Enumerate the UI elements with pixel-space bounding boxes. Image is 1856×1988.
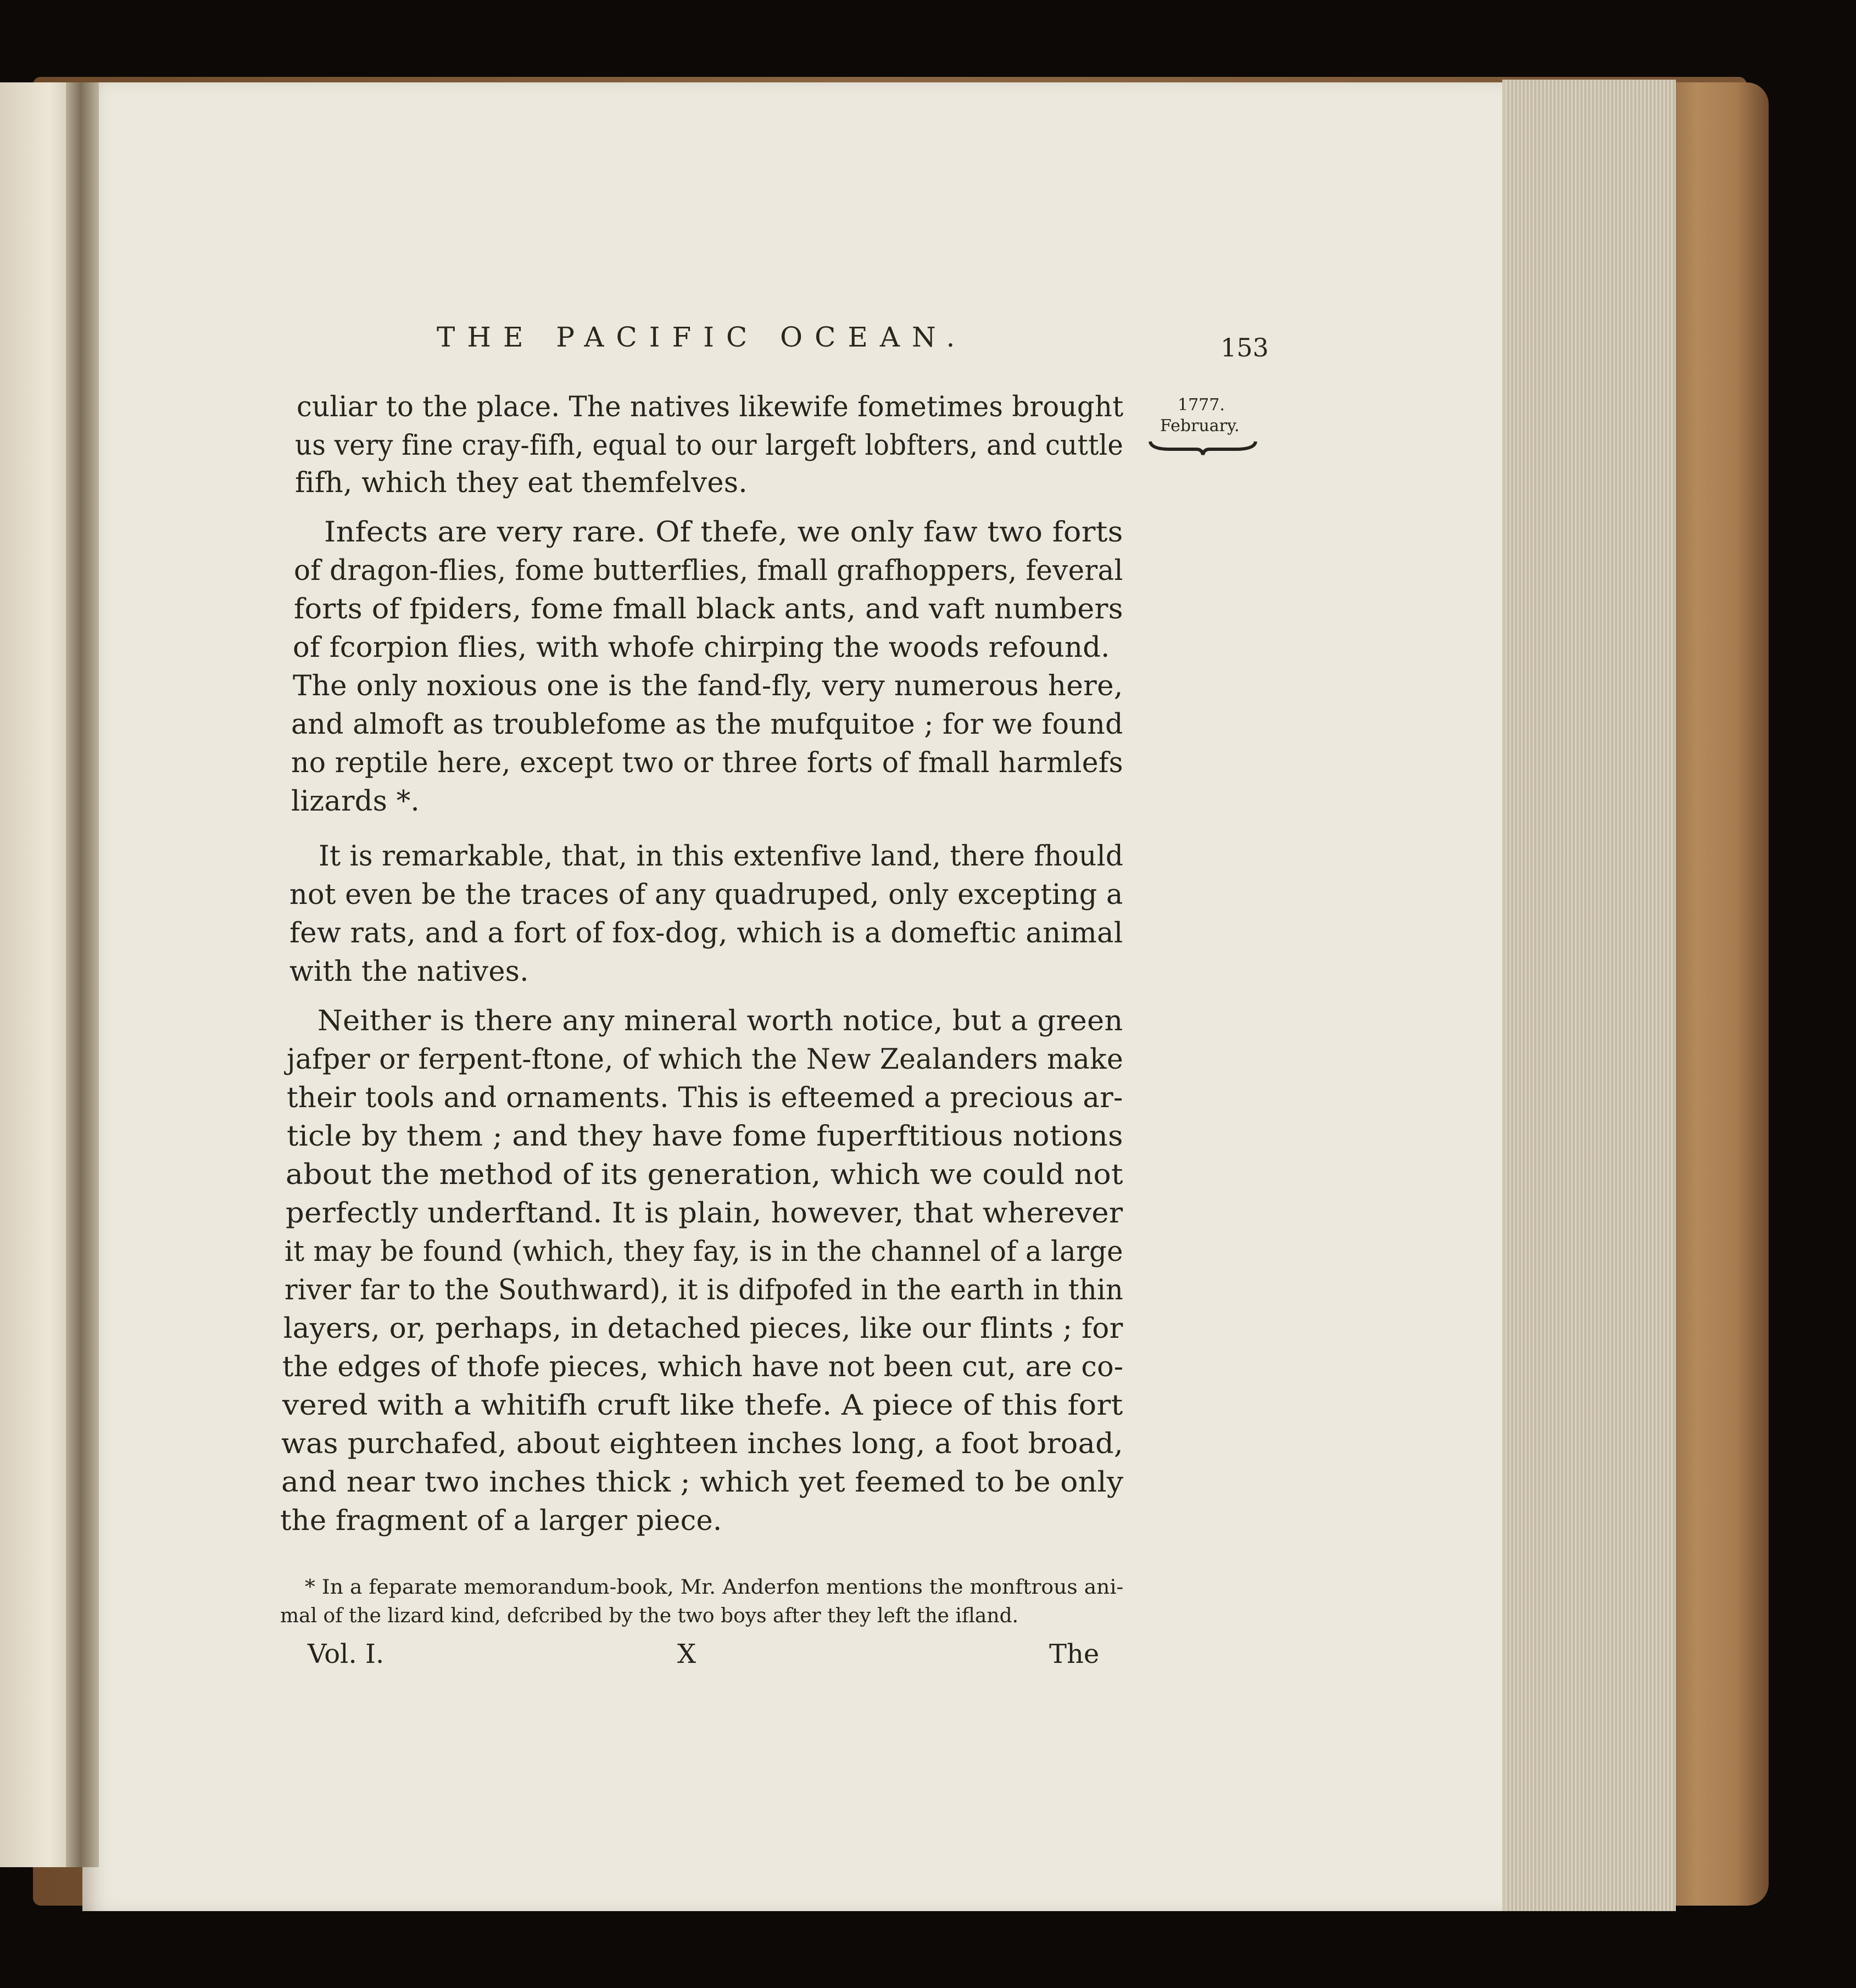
text-line: The only noxious one is the fand-fly, very numerous here, — [293, 670, 1123, 702]
footnote-line: * In a feparate memorandum-book, Mr. Anderfon mentions the monftrous ani- — [305, 1576, 1124, 1599]
text-line: perfectly underftand. It is plain, however, that wherever — [286, 1197, 1123, 1230]
text-line: river far to the Southward), it is difpofed in the earth in thin — [285, 1274, 1124, 1306]
text-line: of fcorpion flies, with whofe chirping the woods refound. — [293, 632, 1110, 664]
book-gutter — [66, 82, 99, 1867]
text-line: about the method of its generation, which we could not — [286, 1159, 1123, 1191]
text-line: their tools and ornaments. This is efteemed a precious ar- — [287, 1082, 1123, 1114]
running-head: THE PACIFIC OCEAN. — [437, 321, 967, 353]
page-number: 153 — [1220, 333, 1269, 362]
margin-note-year: 1777. — [1178, 395, 1225, 415]
text-line: Infects are very rare. Of thefe, we only faw two forts — [324, 516, 1123, 549]
text-line: it may be found (which, they fay, is in the channel of a large — [285, 1236, 1123, 1268]
text-line: and near two inches thick ; which yet feemed to be only — [281, 1466, 1124, 1499]
text-line: not even be the traces of any quadruped, only excepting a — [289, 879, 1123, 911]
margin-brace-icon — [1148, 439, 1258, 456]
volume-signature: Vol. I. — [308, 1639, 384, 1669]
text-line: culiar to the place. The natives likewife fometimes brought — [297, 391, 1124, 423]
text-line: of dragon-flies, fome butterflies, fmall grafhoppers, feveral — [294, 555, 1123, 587]
text-line: and almoft as troublefome as the mufquitoe ; for we found — [291, 708, 1123, 741]
text-line: the edges of thofe pieces, which have not been cut, are co- — [282, 1351, 1124, 1383]
text-line: layers, or, perhaps, in detached pieces, like our flints ; for — [283, 1313, 1123, 1345]
margin-note-month: February. — [1160, 416, 1240, 435]
text-line: It is remarkable, that, in this extenfive land, there fhould — [319, 840, 1124, 873]
text-line: no reptile here, except two or three forts of fmall harmlefs — [291, 747, 1123, 779]
text-line: vered with a whitifh cruft like thefe. A piece of this fort — [282, 1389, 1123, 1422]
footnote-line: mal of the lizard kind, defcribed by the two boys after they left the ifland. — [280, 1605, 1019, 1627]
text-line: lizards *. — [291, 785, 420, 818]
text-line: ticle by them ; and they have fome fuperftitious notions — [287, 1120, 1123, 1153]
text-line: jafper or ferpent-ftone, of which the New Zealanders make — [287, 1043, 1123, 1076]
text-line: with the natives. — [289, 956, 529, 988]
text-line: was purchafed, about eighteen inches long, a foot broad, — [281, 1428, 1123, 1460]
text-line: the fragment of a larger piece. — [280, 1505, 722, 1537]
text-line: few rats, and a fort of fox-dog, which is a domeftic animal — [289, 917, 1123, 950]
right-page — [82, 82, 1511, 1911]
text-line: forts of fpiders, fome fmall black ants, and vaft numbers — [294, 593, 1123, 626]
signature-mark: X — [677, 1639, 696, 1669]
page-edges — [1502, 80, 1676, 1911]
text-line: Neither is there any mineral worth notice, but a green — [317, 1005, 1123, 1037]
text-line: us very fine cray-fifh, equal to our largeft lobfters, and cuttle — [295, 429, 1124, 462]
text-line: fifh, which they eat themfelves. — [295, 467, 748, 499]
catchword: The — [1049, 1639, 1100, 1669]
